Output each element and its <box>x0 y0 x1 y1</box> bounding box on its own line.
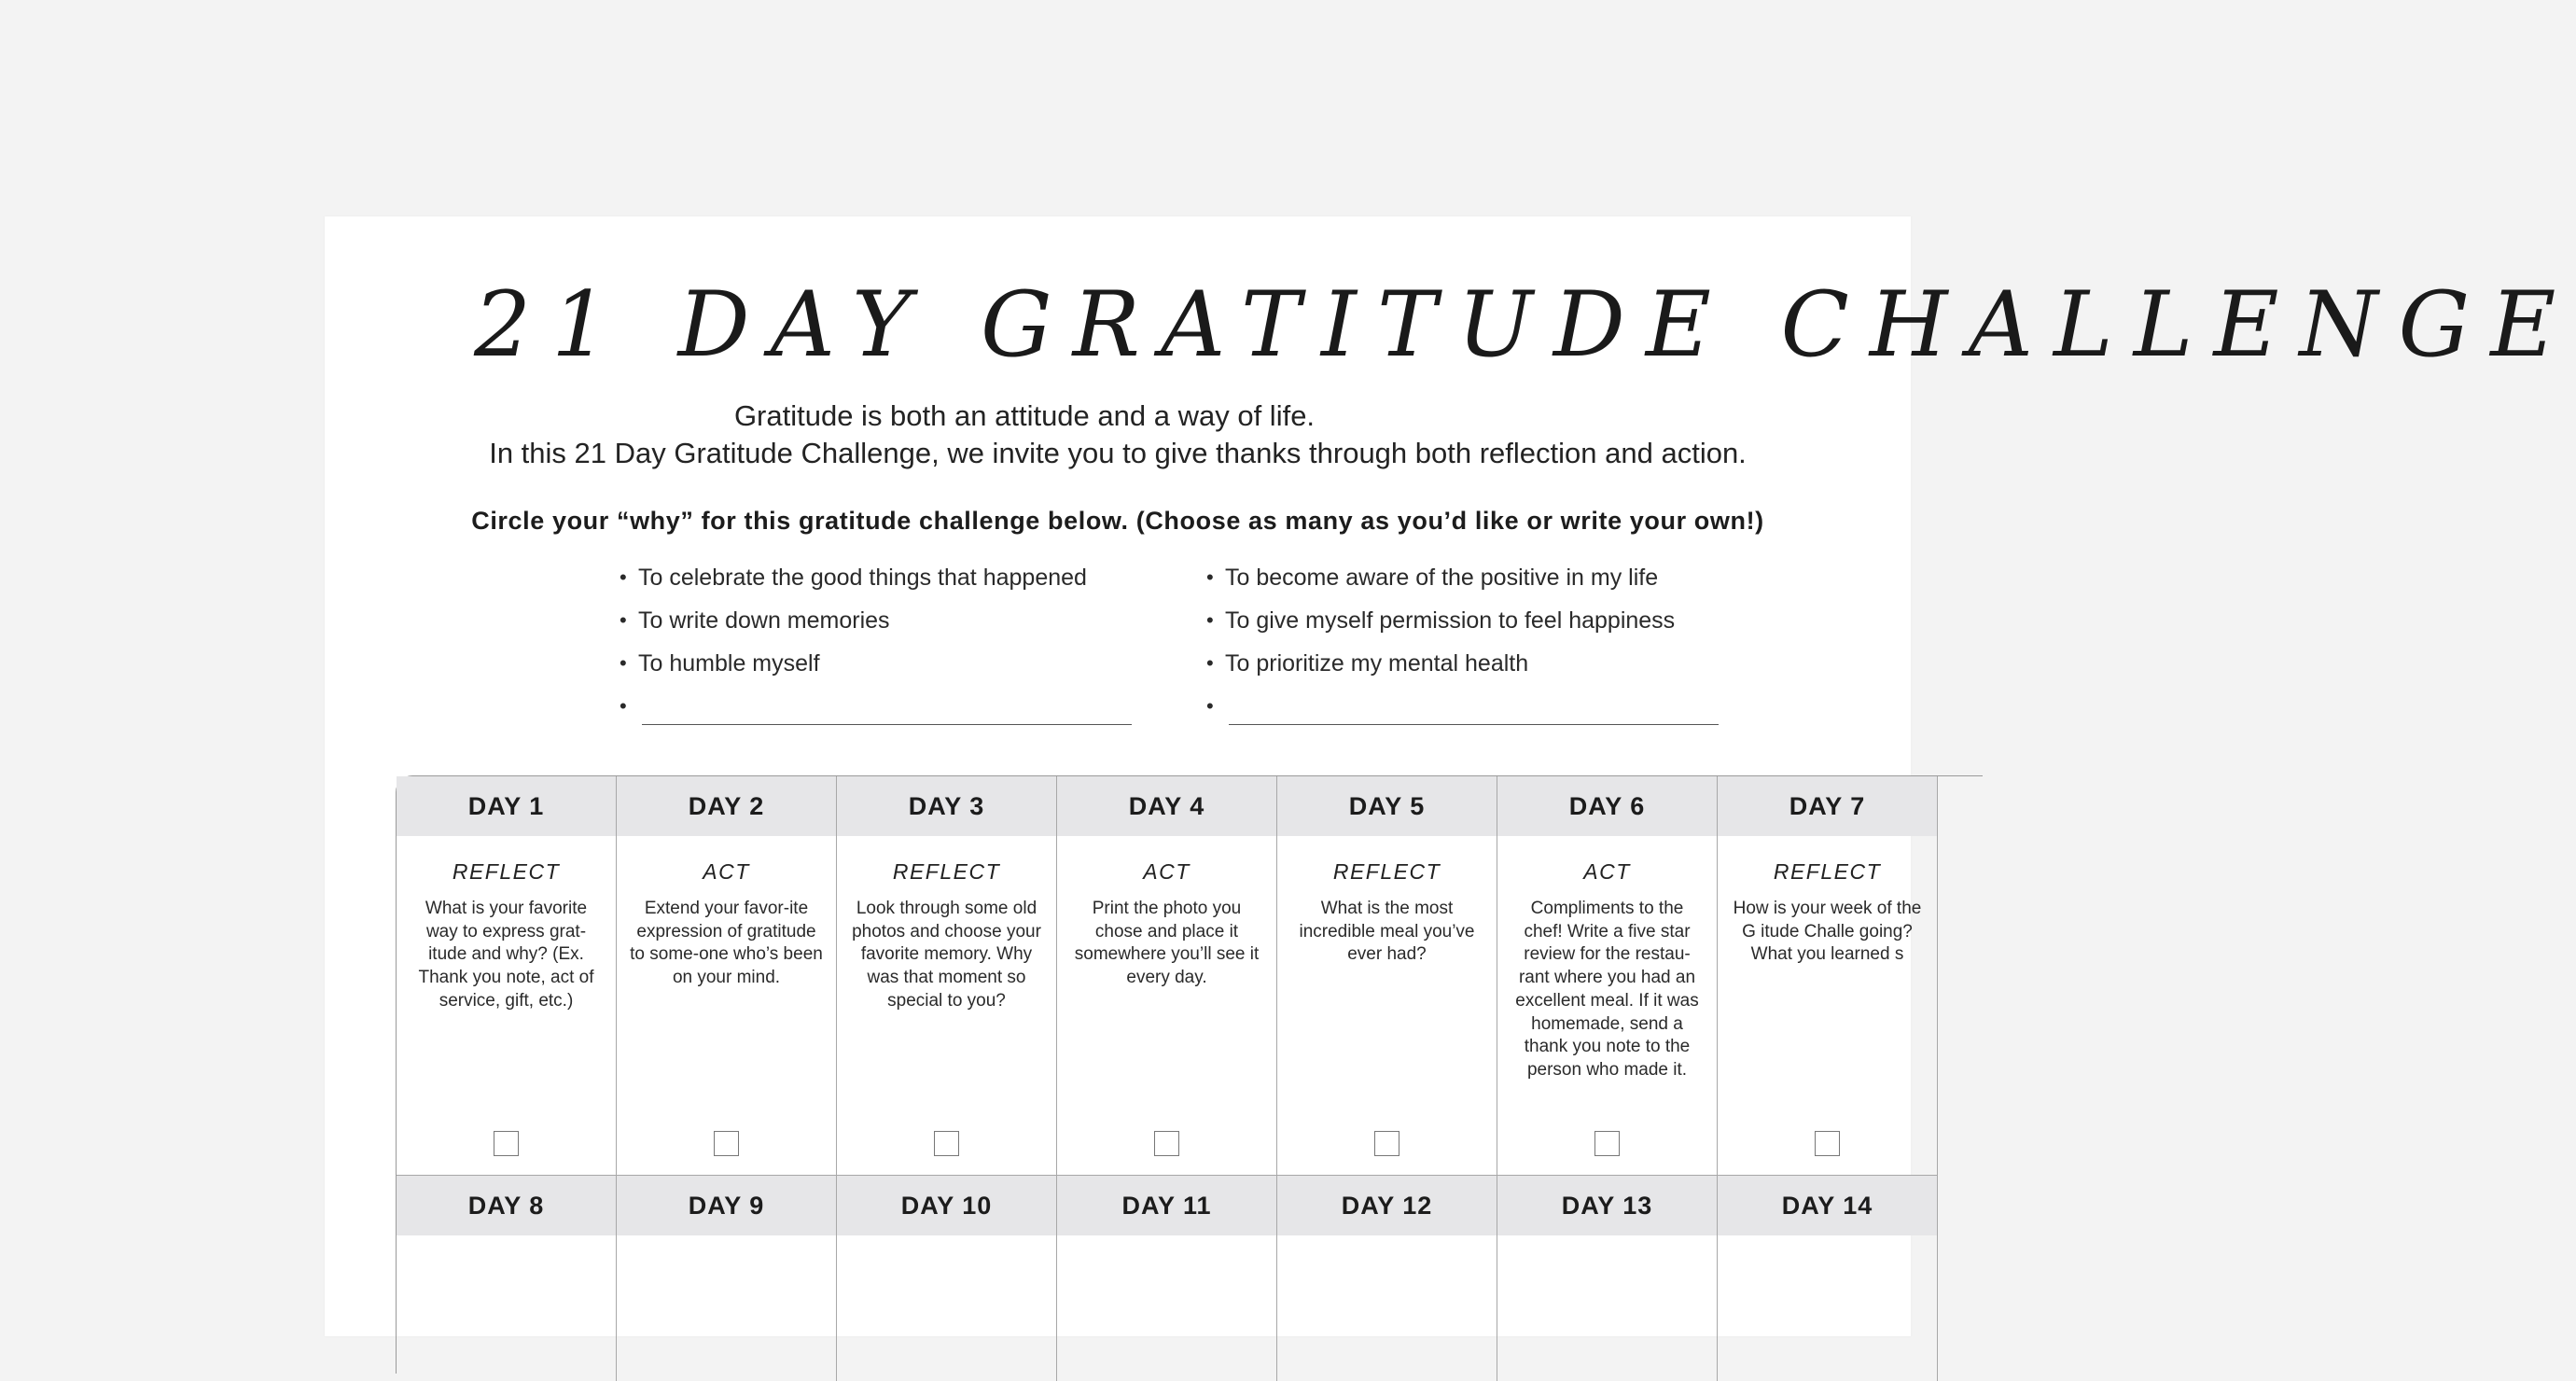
day-prompt: Extend your favor-ite expression of gratitude to some-one who’s been on your mind. <box>630 899 823 988</box>
bullet-icon: • <box>1206 565 1214 589</box>
why-write-your-own[interactable] <box>1206 692 1729 735</box>
day-prompt: Look through some old photos and choose your favorite memory. Why was that moment so special to you? <box>852 899 1041 1011</box>
day-cell <box>617 776 837 1176</box>
day-label: DAY 6 <box>1497 776 1717 836</box>
day-kind: REFLECT <box>452 859 561 884</box>
day-label: DAY 12 <box>1277 1176 1497 1235</box>
day-checkbox[interactable] <box>494 1131 519 1156</box>
day-checkbox[interactable] <box>714 1131 739 1156</box>
why-write-your-own[interactable] <box>620 692 1142 735</box>
challenge-calendar <box>396 775 1983 1374</box>
day-label: DAY 2 <box>617 776 836 836</box>
day-label: DAY 14 <box>1718 1176 1937 1235</box>
day-label: DAY 9 <box>617 1176 836 1235</box>
why-option[interactable]: • To become aware of the positive in my life <box>1206 565 1659 591</box>
intro-line-2: In this 21 Day Gratitude Challenge, we invite you to give thanks through both reflection and action. <box>489 437 1747 469</box>
day-label: DAY 11 <box>1057 1176 1276 1235</box>
write-in-line[interactable] <box>1229 692 1719 725</box>
day-kind: ACT <box>1583 859 1631 884</box>
day-cell <box>1497 776 1718 1176</box>
day-label: DAY 13 <box>1497 1176 1717 1235</box>
day-cell <box>1057 776 1277 1176</box>
day-cell <box>397 1176 617 1381</box>
why-list-right <box>1206 564 1729 735</box>
page-title: 21 DAY GRATITUDE CHALLENGE <box>474 272 2576 377</box>
day-checkbox[interactable] <box>1374 1131 1399 1156</box>
day-checkbox[interactable] <box>1154 1131 1179 1156</box>
day-label: DAY 5 <box>1277 776 1497 836</box>
day-cell <box>1718 1176 1938 1381</box>
day-cell <box>617 1176 837 1381</box>
day-checkbox[interactable] <box>1594 1131 1620 1156</box>
day-prompt: What is the most incredible meal you’ve ever had? <box>1299 899 1475 965</box>
why-list-left <box>620 564 1142 735</box>
why-option[interactable]: • To give myself permission to feel happiness <box>1206 607 1676 634</box>
bullet-icon: • <box>1206 651 1214 675</box>
week-2-row <box>397 1176 1938 1381</box>
bullet-icon: • <box>620 565 627 589</box>
day-prompt: Print the photo you chose and place it somewhere you’ll see it every day. <box>1074 899 1260 988</box>
day-label: DAY 4 <box>1057 776 1276 836</box>
bullet-icon: • <box>620 651 627 675</box>
day-cell <box>1718 776 1938 1176</box>
bullet-icon: • <box>620 608 627 632</box>
day-kind: ACT <box>703 859 750 884</box>
day-cell <box>1277 1176 1497 1381</box>
bullet-icon: • <box>620 694 627 718</box>
day-label: DAY 3 <box>837 776 1056 836</box>
day-kind: REFLECT <box>1773 859 1882 884</box>
day-cell <box>1057 1176 1277 1381</box>
day-label: DAY 7 <box>1718 776 1937 836</box>
why-option[interactable]: • To humble myself <box>620 650 820 677</box>
worksheet-page <box>325 216 2576 1336</box>
day-cell <box>1277 776 1497 1176</box>
day-kind: ACT <box>1143 859 1191 884</box>
write-in-line[interactable] <box>642 692 1132 725</box>
day-label: DAY 8 <box>397 1176 616 1235</box>
intro-line-1: Gratitude is both an attitude and a way of life. <box>733 399 1316 432</box>
day-label: DAY 10 <box>837 1176 1056 1235</box>
day-cell <box>1497 1176 1718 1381</box>
day-kind: REFLECT <box>892 859 1001 884</box>
why-option[interactable]: • To celebrate the good things that happened <box>620 565 1087 591</box>
day-checkbox[interactable] <box>1815 1131 1840 1156</box>
day-cell <box>397 776 617 1176</box>
day-cell <box>837 776 1057 1176</box>
day-kind: REFLECT <box>1332 859 1441 884</box>
why-option[interactable]: • To prioritize my mental health <box>1206 650 1529 677</box>
day-checkbox[interactable] <box>934 1131 959 1156</box>
week-1-row <box>397 776 1938 1176</box>
bullet-icon: • <box>1206 608 1214 632</box>
day-prompt: How is your week of the G itude Challe going? What you learned s <box>1733 899 1922 965</box>
day-prompt: Compliments to the chef! Write a five star review for the restau-rant where you had an excellent meal. If it was homemade, send a thank you note to the person who made it. <box>1515 899 1699 1080</box>
day-label: DAY 1 <box>397 776 616 836</box>
day-prompt: What is your favorite way to express grat-itude and why? (Ex. Thank you note, act of service, gift, etc.) <box>418 899 594 1011</box>
circle-why-instruction: Circle your “why” for this gratitude challenge below. (Choose as many as you’d like or write your own!) <box>471 507 1764 535</box>
day-cell <box>837 1176 1057 1381</box>
bullet-icon: • <box>1206 694 1214 718</box>
why-option[interactable]: • To write down memories <box>620 607 890 634</box>
